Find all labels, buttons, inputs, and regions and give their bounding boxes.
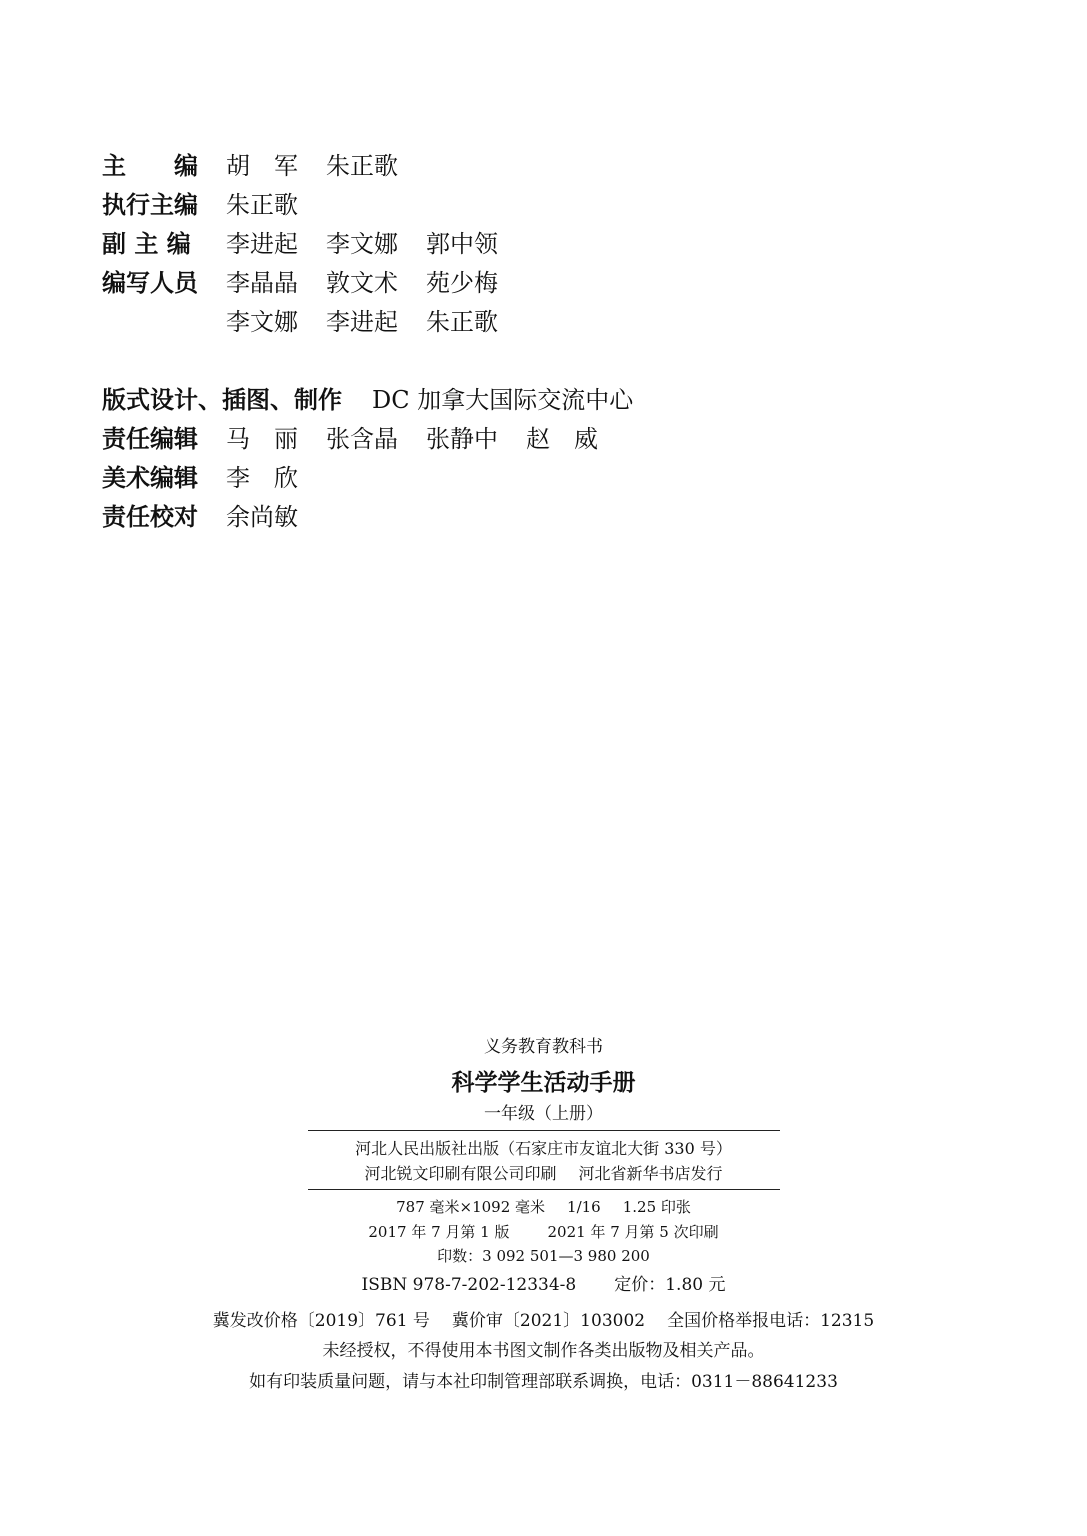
divider xyxy=(308,1130,780,1131)
credit-name: 张含晶 xyxy=(326,425,398,453)
credit-role: 责任校对 xyxy=(102,503,198,531)
price-approval-line xyxy=(0,1306,1087,1331)
credit-name: 朱正歌 xyxy=(426,308,498,336)
credit-role: 主 编 xyxy=(102,152,198,180)
printing: 2021 年 7 月第 5 次印刷 xyxy=(547,1223,719,1241)
format-fraction: 1/16 xyxy=(567,1198,601,1216)
credit-name: 余尚敏 xyxy=(226,503,298,531)
credit-name: 李进起 xyxy=(226,230,298,258)
credit-name: 胡 军 xyxy=(226,152,298,180)
credit-name: 李 欣 xyxy=(226,464,298,492)
credit-role: 责任编辑 xyxy=(102,425,198,453)
credit-name: 李文娜 xyxy=(226,308,298,336)
quality-notice: 如有印装质量问题，请与本社印制管理部联系调换，电话：0311－88641233 xyxy=(249,1372,838,1392)
paper-format: 787 毫米×1092 毫米 xyxy=(396,1198,546,1216)
credit-role: 美术编辑 xyxy=(102,464,198,492)
price-review: 冀价审〔2021〕103002 xyxy=(451,1311,646,1331)
book-grade: 一年级（上册） xyxy=(484,1104,603,1124)
hotline: 全国价格举报电话：12315 xyxy=(667,1311,875,1331)
printer-line xyxy=(0,1161,1087,1184)
price-approval: 冀发改价格〔2019〕761 号 xyxy=(212,1311,430,1331)
edition: 2017 年 7 月第 1 版 xyxy=(368,1223,510,1241)
distributor: 河北省新华书店发行 xyxy=(578,1164,723,1183)
print-run: 印数：3 092 501—3 980 200 xyxy=(437,1247,650,1265)
credit-name: 郭中领 xyxy=(426,230,498,258)
credit-role: 执行主编 xyxy=(102,191,198,219)
isbn: ISBN 978-7-202-12334-8 xyxy=(361,1275,577,1295)
credit-role: 版式设计、插图、制作 xyxy=(102,386,342,414)
credit-role: 编写人员 xyxy=(102,269,198,297)
credit-name: DC 加拿大国际交流中心 xyxy=(372,386,634,414)
rights-notice: 未经授权，不得使用本书图文制作各类出版物及相关产品。 xyxy=(322,1341,765,1361)
credit-name: 朱正歌 xyxy=(226,191,298,219)
price: 定价：1.80 元 xyxy=(614,1275,726,1295)
credit-name: 张静中 xyxy=(426,425,498,453)
publisher-line: 河北人民出版社出版（石家庄市友谊北大街 330 号） xyxy=(355,1139,732,1158)
credit-name: 李文娜 xyxy=(326,230,398,258)
credit-name: 赵 威 xyxy=(526,425,598,453)
credit-name: 苑少梅 xyxy=(426,269,498,297)
series-name: 义务教育教科书 xyxy=(484,1037,603,1057)
credit-name: 李晶晶 xyxy=(226,269,298,297)
printer: 河北锐文印刷有限公司印刷 xyxy=(364,1164,557,1183)
credit-name: 李进起 xyxy=(326,308,398,336)
format-line xyxy=(0,1196,1087,1217)
credit-name: 朱正歌 xyxy=(326,152,398,180)
credit-name: 马 丽 xyxy=(226,425,298,453)
isbn-line xyxy=(0,1270,1087,1295)
credit-role: 副 主 编 xyxy=(102,230,191,258)
credit-name: 敦文术 xyxy=(326,269,398,297)
divider xyxy=(308,1189,780,1190)
printed-sheets: 1.25 印张 xyxy=(622,1198,691,1216)
edition-line xyxy=(0,1221,1087,1242)
book-title: 科学学生活动手册 xyxy=(451,1070,636,1096)
